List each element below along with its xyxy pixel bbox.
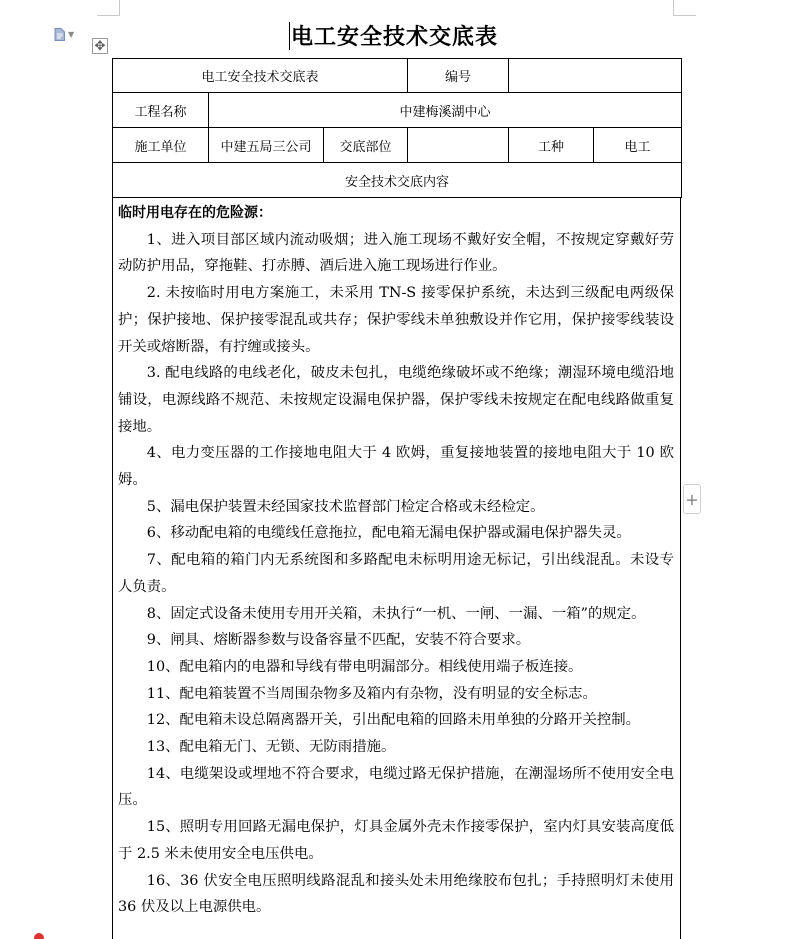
hazard-item[interactable]: 13、配电箱无门、无锁、无防雨措施。 <box>146 739 396 756</box>
table-row <box>113 93 682 128</box>
page-marker-icon <box>34 933 44 939</box>
hazard-item[interactable]: 10、配电箱内的电器和导线有带电明漏部分。相线使用端子板连接。 <box>146 658 583 675</box>
trade-label-cell[interactable]: 工种 <box>509 128 594 163</box>
unit-label-cell[interactable]: 施工单位 <box>113 128 209 163</box>
add-row-button[interactable] <box>683 484 701 514</box>
table-move-handle[interactable] <box>92 38 108 54</box>
hazard-item[interactable]: 9、闸具、熔断器参数与设备容量不匹配，安装不符合要求。 <box>146 632 531 649</box>
hazard-content <box>118 200 674 921</box>
move-icon: ✥ <box>94 38 106 54</box>
hazard-item[interactable]: 3. 配电线路的电线老化，破皮未包扎，电缆绝缘破坏或不绝缘；潮湿环境电缆沿地铺设，电源线路不规范、未按规定设漏电保护器，保护零线未按规定在配电线路做重复接地。 <box>118 365 674 435</box>
table-row <box>113 59 682 93</box>
hazard-item[interactable]: 8、固定式设备未使用专用开关箱，未执行“一机、一闸、一漏、一箱”的规定。 <box>146 605 646 622</box>
form-name-cell[interactable]: 电工安全技术交底表 <box>113 59 408 93</box>
project-label-cell[interactable]: 工程名称 <box>113 93 209 128</box>
hazard-item[interactable]: 6、移动配电箱的电缆线任意拖拉，配电箱无漏电保护器或漏电保护器失灵。 <box>146 525 631 542</box>
hazard-item[interactable]: 7、配电箱的箱门内无系统图和多路配电未标明用途无标记，引出线混乱。未设专人负责。 <box>118 552 674 595</box>
disclosure-form-table <box>112 58 682 198</box>
hazard-item[interactable]: 1、进入项目部区域内流动吸烟；进入施工现场不戴好安全帽，不按规定穿戴好劳动防护用品，穿拖鞋、打赤膊、酒后进入施工现场进行作业。 <box>118 231 674 275</box>
table-row <box>113 128 682 163</box>
part-label-cell[interactable]: 交底部位 <box>324 128 408 163</box>
section-title-cell[interactable]: 安全技术交底内容 <box>113 163 682 198</box>
hazard-item[interactable]: 12、配电箱未设总隔离器开关，引出配电箱的回路未用单独的分路开关控制。 <box>146 712 641 729</box>
page-corner-mark-right-h <box>674 15 696 16</box>
unit-value-cell[interactable]: 中建五局三公司 <box>209 128 324 163</box>
hazard-item[interactable]: 2. 未按临时用电方案施工，未采用 TN-S 接零保护系统，未达到三级配电两级保护；保护接地、保护接零混乱或共存；保护零线未单独敷设并作它用，保护接零线装设开关或熔断器，有拧缠或接头。 <box>118 285 674 355</box>
part-value-cell[interactable] <box>408 128 509 163</box>
number-label-cell[interactable]: 编号 <box>408 59 509 93</box>
document-icon <box>54 28 65 41</box>
hazard-item[interactable]: 11、配电箱装置不当周围杂物多及箱内有杂物，没有明显的安全标志。 <box>146 685 597 702</box>
page-corner-mark-left <box>119 0 120 16</box>
number-value-cell[interactable] <box>509 59 682 93</box>
hazard-item[interactable]: 15、照明专用回路无漏电保护，灯具金属外壳未作接零保护，室内灯具安装高度低于 2.5 米未使用安全电压供电。 <box>118 819 674 862</box>
page-corner-mark-right <box>673 0 674 16</box>
project-value-cell[interactable]: 中建梅溪湖中心 <box>209 93 682 128</box>
text-cursor <box>289 22 290 50</box>
plus-icon: + <box>685 489 699 509</box>
hazard-item[interactable]: 4、电力变压器的工作接地电阻大于 4 欧姆，重复接地装置的接地电阻大于 10 欧姆。 <box>118 445 674 489</box>
hazard-item[interactable]: 14、电缆架设或埋地不符合要求，电缆过路无保护措施，在潮湿场所不使用安全电压。 <box>118 765 674 809</box>
chevron-down-icon: ▼ <box>68 30 75 39</box>
document-menu-button[interactable] <box>54 28 74 41</box>
page-corner-mark-left-h <box>97 15 119 16</box>
table-row <box>113 163 682 198</box>
hazard-item[interactable]: 5、漏电保护装置未经国家技术监督部门检定合格或未经检定。 <box>146 498 545 515</box>
trade-value-cell[interactable]: 电工 <box>594 128 682 163</box>
hazard-item[interactable]: 16、36 伏安全电压照明线路混乱和接头处未用绝缘胶布包扎；手持照明灯未使用 36 伏及以上电源供电。 <box>118 872 674 916</box>
document-title[interactable]: 电工安全技术交底表 <box>291 25 499 50</box>
hazard-heading[interactable]: 临时用电存在的危险源： <box>118 205 272 221</box>
